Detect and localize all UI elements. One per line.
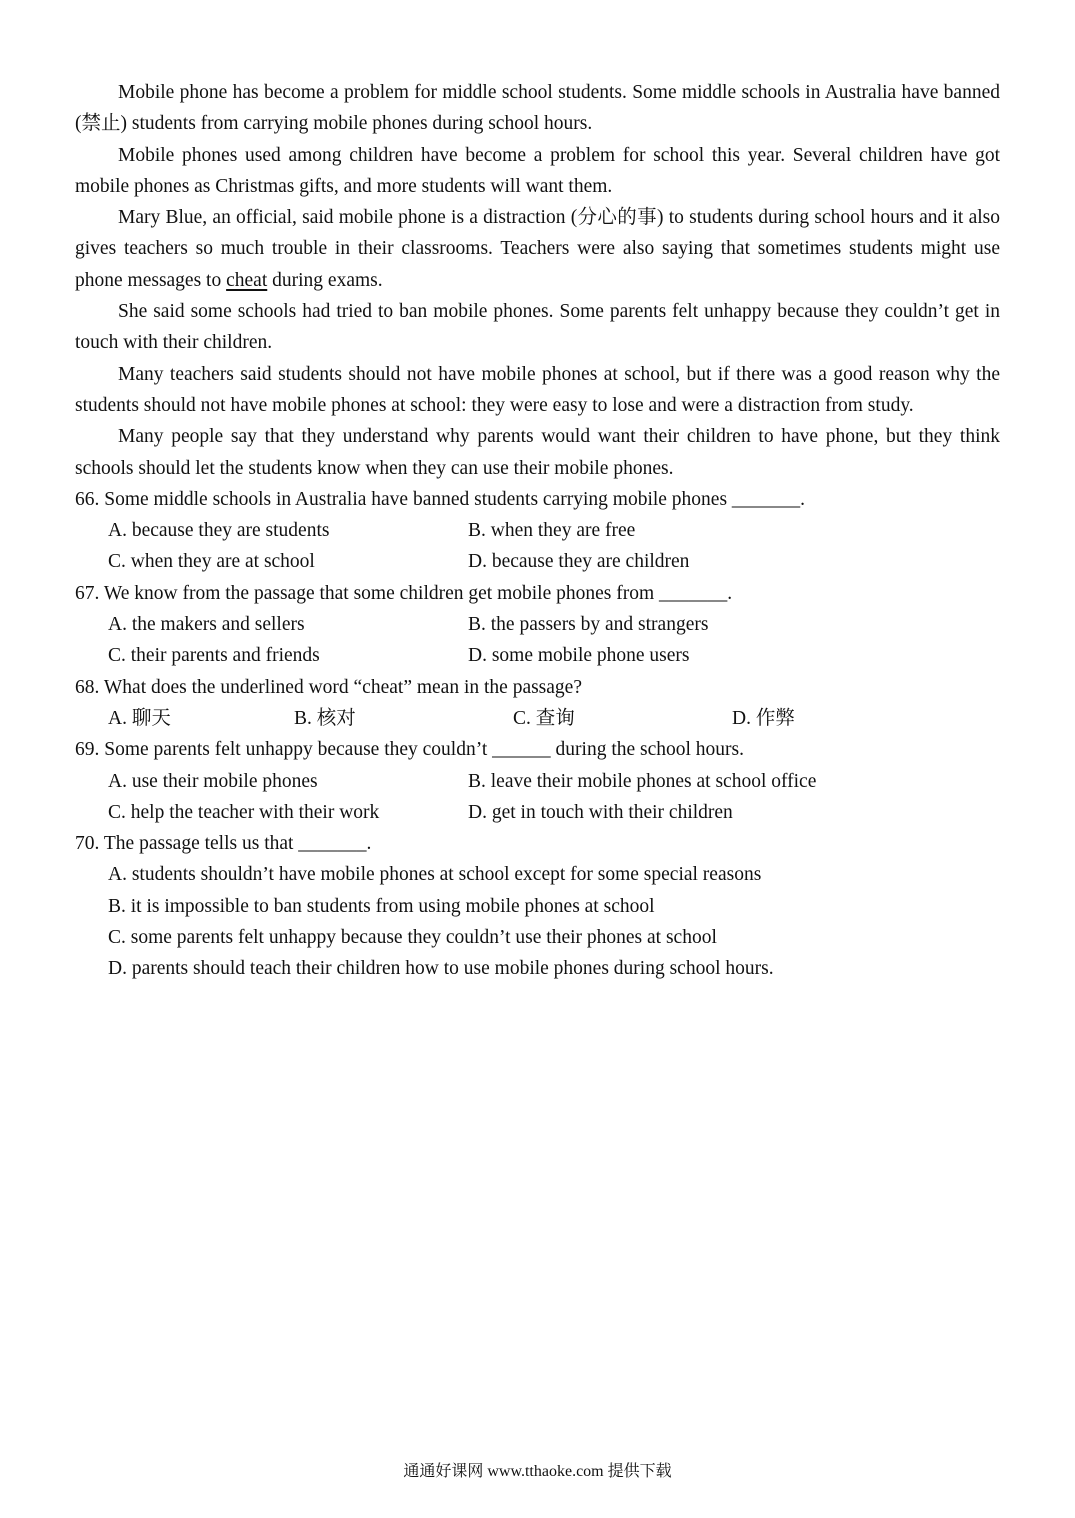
question-68-options <box>75 703 1000 734</box>
passage-paragraph-3-start: Mary Blue, an official, said mobile phone is a distraction (分心的事) to students during school hours and it also gives teachers so much trouble in their classrooms. Teachers were also saying that sometimes students might use phone messages to <box>75 207 1000 291</box>
passage-paragraph-4: She said some schools had tried to ban mobile phones. Some parents felt unhappy because they couldn’t get in touch with their children. <box>75 301 1000 354</box>
question-69-option-c: C. help the teacher with their work <box>108 801 380 823</box>
question-68-option-b: B. 核对 <box>294 707 356 729</box>
question-66-options <box>75 515 1000 578</box>
passage-paragraph-3-end: during exams. <box>267 269 383 291</box>
question-68-option-c: C. 查询 <box>513 707 575 729</box>
question-66-option-c: C. when they are at school <box>108 551 315 573</box>
question-66-option-d: D. because they are children <box>468 551 690 573</box>
question-69-stem: 69. Some parents felt unhappy because they couldn’t ______ during the school hours. <box>75 739 745 761</box>
question-67-stem: 67. We know from the passage that some children get mobile phones from _______. <box>75 582 733 604</box>
question-67-option-b: B. the passers by and strangers <box>468 614 709 636</box>
question-66-stem: 66. Some middle schools in Australia have banned students carrying mobile phones _______. <box>75 488 806 510</box>
question-70-stem: 70. The passage tells us that _______. <box>75 833 372 855</box>
question-70-options <box>75 859 1000 984</box>
question-67-option-c: C. their parents and friends <box>108 645 320 667</box>
question-70-option-c: C. some parents felt unhappy because they couldn’t use their phones at school <box>108 927 717 949</box>
passage-paragraph-5: Many teachers said students should not have mobile phones at school, but if there was a good reason why the students should not have mobile phones at school: they were easy to lose and were a distraction from study. <box>75 363 1000 416</box>
footer-source-text: 通通好课网 www.tthaoke.com 提供下载 <box>403 1463 672 1480</box>
question-70-option-d: D. parents should teach their children how to use mobile phones during school hours. <box>108 958 774 980</box>
question-69-options <box>75 766 1000 829</box>
underlined-word-cheat: cheat <box>226 269 268 291</box>
question-67-option-d: D. some mobile phone users <box>468 645 690 667</box>
question-67-options <box>75 609 1000 672</box>
question-67-option-a: A. the makers and sellers <box>108 614 305 636</box>
passage-paragraph-1: Mobile phone has become a problem for middle school students. Some middle schools in Australia have banned (禁止) students from carrying mobile phones during school hours. <box>75 82 1000 135</box>
question-69-option-d: D. get in touch with their children <box>468 801 733 823</box>
question-69-option-a: A. use their mobile phones <box>108 770 318 792</box>
question-66-option-b: B. when they are free <box>468 520 636 542</box>
question-66-option-a: A. because they are students <box>108 520 330 542</box>
passage-paragraph-3 <box>75 202 1000 296</box>
question-69-option-b: B. leave their mobile phones at school office <box>468 770 817 792</box>
question-68-stem: 68. What does the underlined word “cheat” mean in the passage? <box>75 676 582 698</box>
question-70-option-b: B. it is impossible to ban students from using mobile phones at school <box>108 895 655 917</box>
passage-paragraph-6: Many people say that they understand why parents would want their children to have phone, but they think schools should let the students know when they can use their mobile phones. <box>75 426 1000 479</box>
question-68-option-a: A. 聊天 <box>108 707 171 729</box>
document-page <box>75 77 1000 985</box>
question-70-option-a: A. students shouldn’t have mobile phones at school except for some special reasons <box>108 864 762 886</box>
passage-paragraph-2: Mobile phones used among children have become a problem for school this year. Several children have got mobile phones as Christmas gifts, and more students will want them. <box>75 144 1000 197</box>
question-68-option-d: D. 作弊 <box>732 707 795 729</box>
